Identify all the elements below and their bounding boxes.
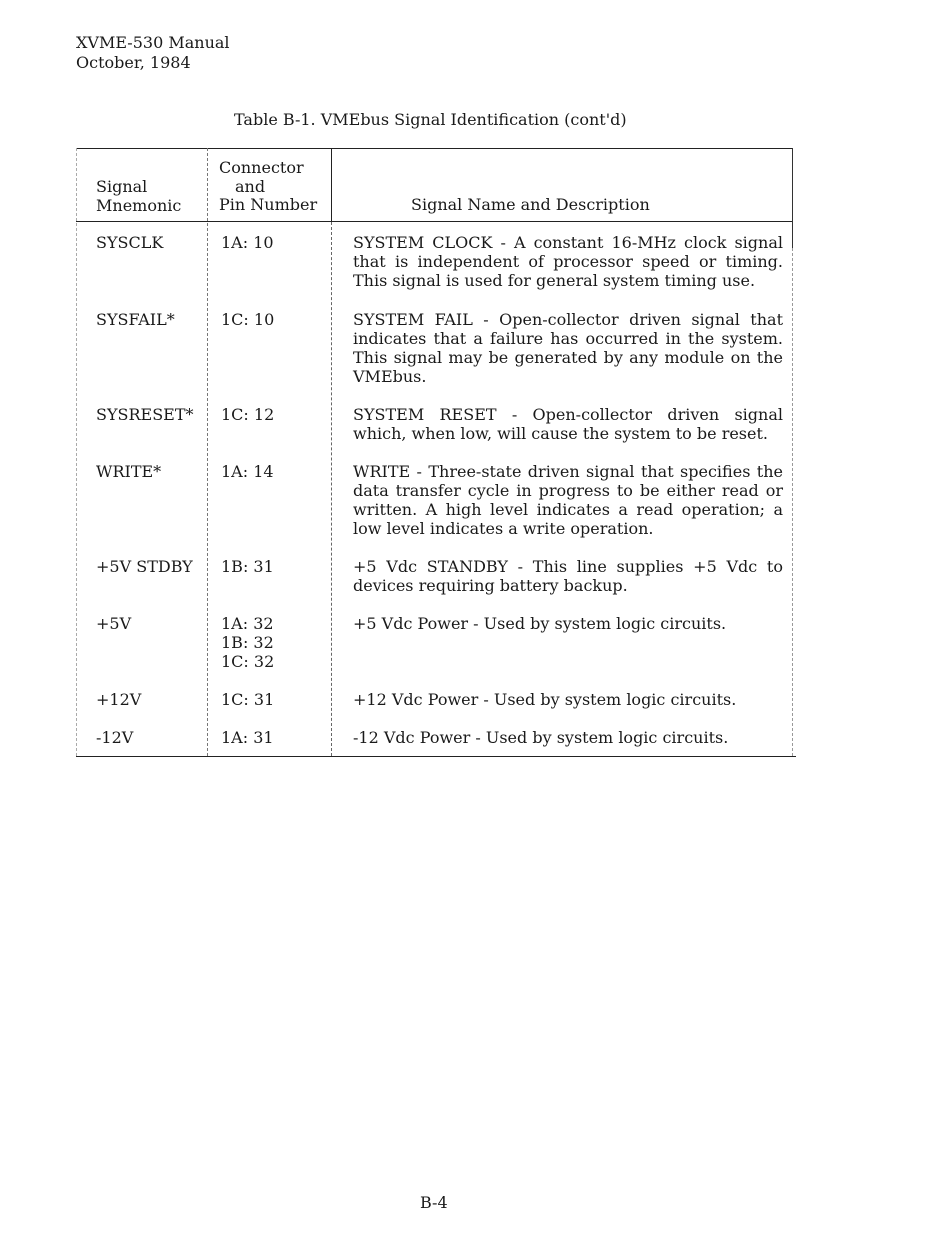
signal-mnemonic: +5V <box>96 614 132 633</box>
signal-mnemonic: WRITE* <box>96 462 162 481</box>
signal-mnemonic: -12V <box>96 728 134 747</box>
signal-description: +5 Vdc STANDBY - This line supplies +5 Vdc to devices requiring battery backup. <box>353 557 783 595</box>
signal-mnemonic: +5V STDBY <box>96 557 193 576</box>
pin-list: 1B: 31 <box>221 557 274 576</box>
page-number: B-4 <box>420 1193 448 1212</box>
signal-description: -12 Vdc Power - Used by system logic circuits. <box>353 728 729 747</box>
signal-mnemonic: +12V <box>96 690 142 709</box>
signal-mnemonic: SYSRESET* <box>96 405 194 424</box>
manual-title: XVME-530 Manual <box>76 33 230 52</box>
signal-description: SYSTEM FAIL - Open-collector driven signal that indicates that a failure has occurred in the system. This signal may be generated by any module on the VMEbus. <box>353 310 783 386</box>
signal-table <box>76 148 793 758</box>
column-divider-connector <box>331 148 332 222</box>
header-signal-description: Signal Name and Description <box>411 195 650 214</box>
header-connector-pin: Connector and Pin Number <box>219 158 318 214</box>
pin-list: 1C: 31 <box>221 690 275 709</box>
document-header <box>76 33 230 73</box>
signal-mnemonic: SYSFAIL* <box>96 310 175 329</box>
column-divider-signal <box>207 148 208 756</box>
signal-description: +12 Vdc Power - Used by system logic circuits. <box>353 690 737 709</box>
table-right-border-lower <box>792 248 793 756</box>
signal-description: SYSTEM RESET - Open-collector driven signal which, when low, will cause the system to be reset. <box>353 405 783 443</box>
pin-list: 1A: 31 <box>221 728 274 747</box>
header-signal-mnemonic: Signal Mnemonic <box>96 177 182 215</box>
pin-list: 1C: 10 <box>221 310 275 329</box>
pin-list: 1A: 14 <box>221 462 274 481</box>
table-left-border <box>76 148 77 756</box>
manual-date: October, 1984 <box>76 53 191 72</box>
table-bottom-rule <box>76 756 796 757</box>
signal-mnemonic: SYSCLK <box>96 233 164 252</box>
signal-description: WRITE - Three-state driven signal that specifies the data transfer cycle in progress to be either read or written. A high level indicates a read operation; a low level indicates a write operation. <box>353 462 783 538</box>
pin-list: 1A: 10 <box>221 233 274 252</box>
column-divider-connector-lower <box>331 222 332 756</box>
table-caption: Table B-1. VMEbus Signal Identification (cont'd) <box>234 110 627 129</box>
table-header-rule <box>76 221 793 222</box>
signal-description: +5 Vdc Power - Used by system logic circuits. <box>353 614 727 633</box>
pin-list: 1C: 12 <box>221 405 275 424</box>
table-top-rule <box>76 148 793 149</box>
table-right-border <box>792 148 793 248</box>
signal-description: SYSTEM CLOCK - A constant 16-MHz clock signal that is independent of processor speed or timing. This signal is used for general system timing use. <box>353 233 783 290</box>
pin-list: 1A: 32 1B: 32 1C: 32 <box>221 614 275 671</box>
